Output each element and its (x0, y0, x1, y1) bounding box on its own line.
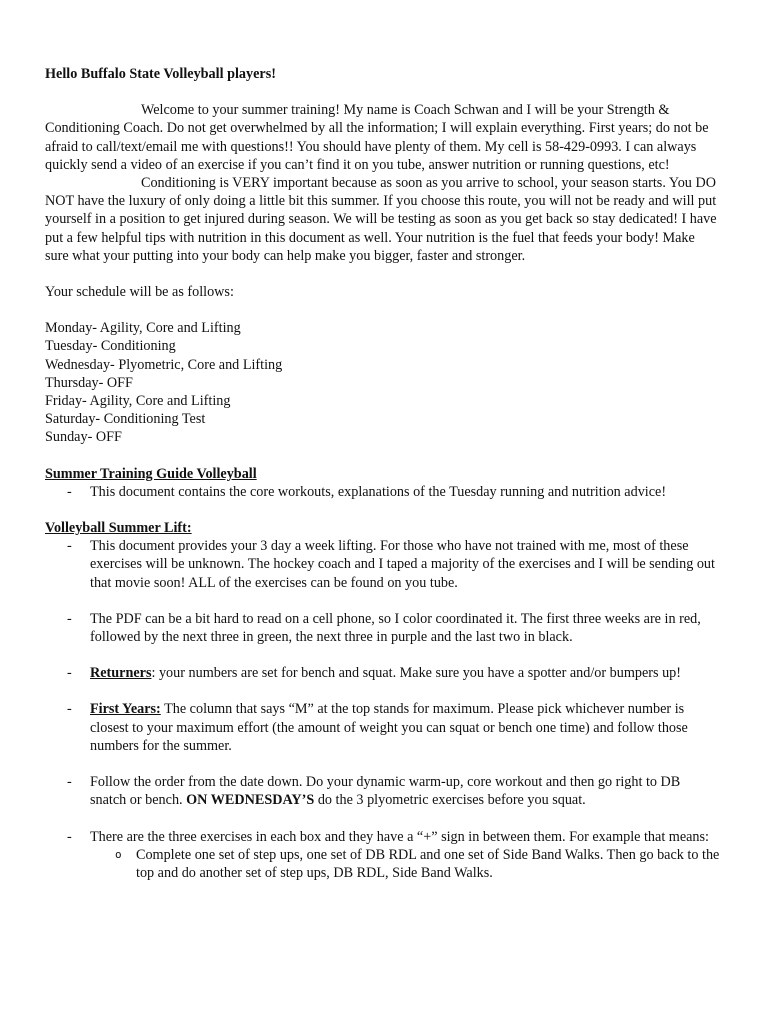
order-text: Follow the order from the date down. Do your dynamic warm-up, core workout and then go right to DB snatch or bench. (90, 774, 681, 809)
greeting: Hello Buffalo State Volleyball players! (45, 66, 276, 82)
lift-item-first-years (45, 700, 720, 755)
exercises-sublist (90, 846, 720, 882)
section-title-lift: Volleyball Summer Lift: (45, 520, 192, 537)
first-years-text: The column that says “M” at the top stands for maximum. Please pick whichever number is closest to your maximum effort (the amount of weight you can squat or bench one time) and follow those numbers for the summer. (90, 701, 688, 754)
returners-label: Returners (90, 665, 152, 682)
lift-item-returners (45, 664, 720, 682)
exercises-sub-item: o Complete one set of step ups, one set of DB RDL and one set of Side Band Walks. Then go back to the top and do another set of step ups, DB RDL, Side Band Walks. (90, 846, 720, 882)
exercises-text: There are the three exercises in each box and they have a “+” sign in between them. For example that means: (90, 828, 709, 845)
returners-text: : your numbers are set for bench and squat. Make sure you have a spotter and/or bumpers up! (151, 665, 681, 682)
schedule-item-saturday: Saturday- Conditioning Test (45, 411, 206, 428)
guide-list (45, 483, 720, 501)
intro-paragraph-welcome: Welcome to your summer training! My name is Coach Schwan and I will be your Strength & Conditioning Coach. Do not get overwhelmed by all the information; I will explain everything. First years; do not be afraid to call/text/email me with questions!! You should have plenty of them. My cell is 58-429-0993. I can always quickly send a video of an exercise if you can’t find it on you tube, answer nutrition or running questions, etc! (45, 102, 709, 173)
lift-item-pdf: - The PDF can be a bit hard to read on a cell phone, so I color coordinated it. The first three weeks are in red, followed by the next three in green, the next three in purple and the last two in black. (45, 610, 720, 646)
spacer (45, 501, 720, 519)
intro-paragraph-conditioning: Conditioning is VERY important because as soon as you arrive to school, your season starts. You DO NOT have the luxury of only doing a little bit this summer. If you choose this route, you will not be ready and will put yourself in a position to get injured during season. We will be testing as soon as you get back so stay dedicated! I have put a few helpful tips with nutrition in this document as well. Your nutrition is the fuel that feeds your body! Make sure what your putting into your body can help make you bigger, faster and stronger. (45, 175, 717, 264)
section-title-guide: Summer Training Guide Volleyball (45, 465, 257, 482)
spacer (45, 301, 720, 319)
lift-list (45, 537, 720, 882)
guide-item: - This document contains the core workouts, explanations of the Tuesday running and nutrition advice! (45, 483, 720, 501)
schedule-item-friday: Friday- Agility, Core and Lifting (45, 393, 231, 410)
schedule-item-monday: Monday- Agility, Core and Lifting (45, 320, 241, 337)
schedule-item-sunday: Sunday- OFF (45, 429, 122, 446)
schedule-item-tuesday: Tuesday- Conditioning (45, 338, 176, 355)
lift-item-exercises (45, 828, 720, 883)
order-bold: ON WEDNESDAY’S (186, 792, 315, 809)
schedule-item-wednesday: Wednesday- Plyometric, Core and Lifting (45, 356, 283, 373)
spacer (45, 265, 720, 283)
spacer (45, 447, 720, 465)
order-tail: do the 3 plyometric exercises before you squat. (314, 792, 586, 809)
lift-item-overview: - This document provides your 3 day a week lifting. For those who have not trained with me, most of these exercises will be unknown. The hockey coach and I taped a majority of the exercises and I will be sending out that movie soon! ALL of the exercises can be found on you tube. (45, 537, 720, 592)
first-years-label: First Years: (90, 701, 161, 718)
schedule-intro: Your schedule will be as follows: (45, 284, 234, 301)
lift-item-order (45, 773, 720, 809)
schedule-list (45, 319, 720, 446)
schedule-item-thursday: Thursday- OFF (45, 374, 133, 391)
